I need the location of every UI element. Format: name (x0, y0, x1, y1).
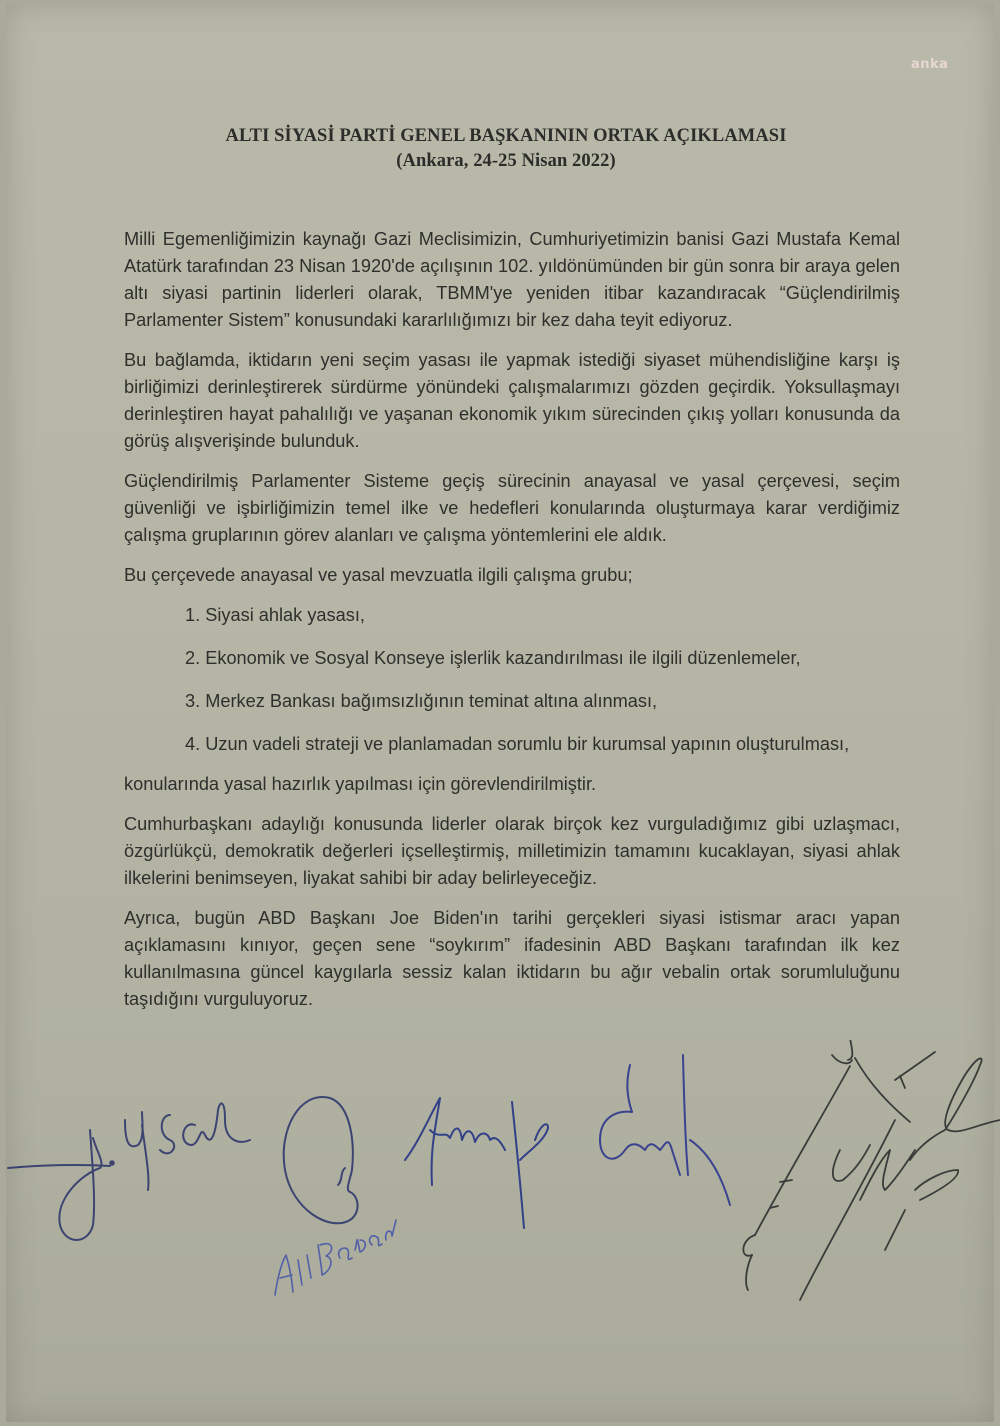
document-body (124, 226, 900, 1026)
title-line-2: (Ankara, 24-25 Nisan 2022) (396, 151, 616, 171)
signatures-area (0, 1040, 1000, 1320)
list-item: 1. Siyasi ahlak yasası, (185, 605, 365, 625)
list-item: 4. Uzun vadeli strateji ve planlamadan sorumlu bir kurumsal yapının oluşturulması, (185, 734, 850, 754)
signature-c (284, 1097, 358, 1223)
anka-watermark: anka (911, 57, 949, 72)
paragraph-1: Milli Egemenliğimizin kaynağı Gazi Meclisimizin, Cumhuriyetimizin banisi Gazi Mustafa Kemal Atatürk tarafından 23 Nisan 1920'de açılışının 102. yıldönümünden bir gün sonra bir araya gelen altı siyasi partinin liderleri olarak, TBMM'ye yeniden itibar kazandıracak “Güçlendirilmiş Parlamenter Sistem” konusundaki kararlılığımızı bir kez daha teyit ediyoruz. (124, 229, 900, 330)
paragraph-3: Güçlendirilmiş Parlamenter Sisteme geçiş sürecinin anayasal ve yasal çerçevesi, seçim güvenliği ve işbirliğimizin temel ilke ve hedefleri konularında oluşturmaya karar verdiğimiz çalışma gruplarının görev alanları ve çalışma yöntemlerini ele aldık. (124, 471, 900, 545)
paragraph-4: Bu çerçevede anayasal ve yasal mevzuatla ilgili çalışma grubu; (124, 565, 633, 585)
signature-6 (800, 1058, 1000, 1300)
closing-paragraph-2: Ayrıca, bugün ABD Başkanı Joe Biden'ın tarihi gerçekleri siyasi istismar aracı yapan açıklamasını kınıyor, geçen sene “soykırım” ifadesinin ABD Başkanı tarafından ilk kez kullanılmasına güncel kaygılarla sessiz kalan iktidarın bu ağır vebalin ortak sorumluluğunu taşıdığını vurguluyoruz. (124, 908, 900, 1009)
signature-5 (743, 1040, 935, 1290)
document-title (6, 124, 1000, 174)
numbered-list (124, 602, 900, 758)
signature-3 (405, 1098, 548, 1228)
paragraph-2: Bu bağlamda, iktidarın yeni seçim yasası ile yapmak istediği siyaset mühendisliğine karşı iş birliğimizi derinleştirerek sürdürme yönündeki çalışmalarımızı gözden geçirdik. Yoksullaşmayı derinleştiren hayat pahalılığı ve yaşanan ekonomik yıkım sürecinden çıkış yolları konusunda da görüş alışverişinde bulunduk. (124, 350, 900, 451)
after-list-text: konularında yasal hazırlık yapılması için görevlendirilmiştir. (124, 774, 597, 794)
signature-4 (600, 1055, 730, 1205)
signature-uysal (8, 1103, 250, 1240)
title-line-1: ALTI SİYASİ PARTİ GENEL BAŞKANININ ORTAK AÇIKLAMASI (225, 126, 787, 146)
signature-ali-babacan (275, 1220, 396, 1295)
list-item: 2. Ekonomik ve Sosyal Konseye işlerlik kazandırılması ile ilgili düzenlemeler, (185, 648, 801, 668)
list-item: 3. Merkez Bankası bağımsızlığının teminat altına alınması, (185, 691, 658, 711)
closing-paragraph-1: Cumhurbaşkanı adaylığı konusunda liderler olarak birçok kez vurguladığımız gibi uzlaşmacı, özgürlükçü, demokratik değerleri içselleştirmiş, milletimizin tamamını kucaklayan, siyasi ahlak ilkelerini benimseyen, liyakat sahibi bir aday belirleyeceğiz. (124, 814, 900, 888)
